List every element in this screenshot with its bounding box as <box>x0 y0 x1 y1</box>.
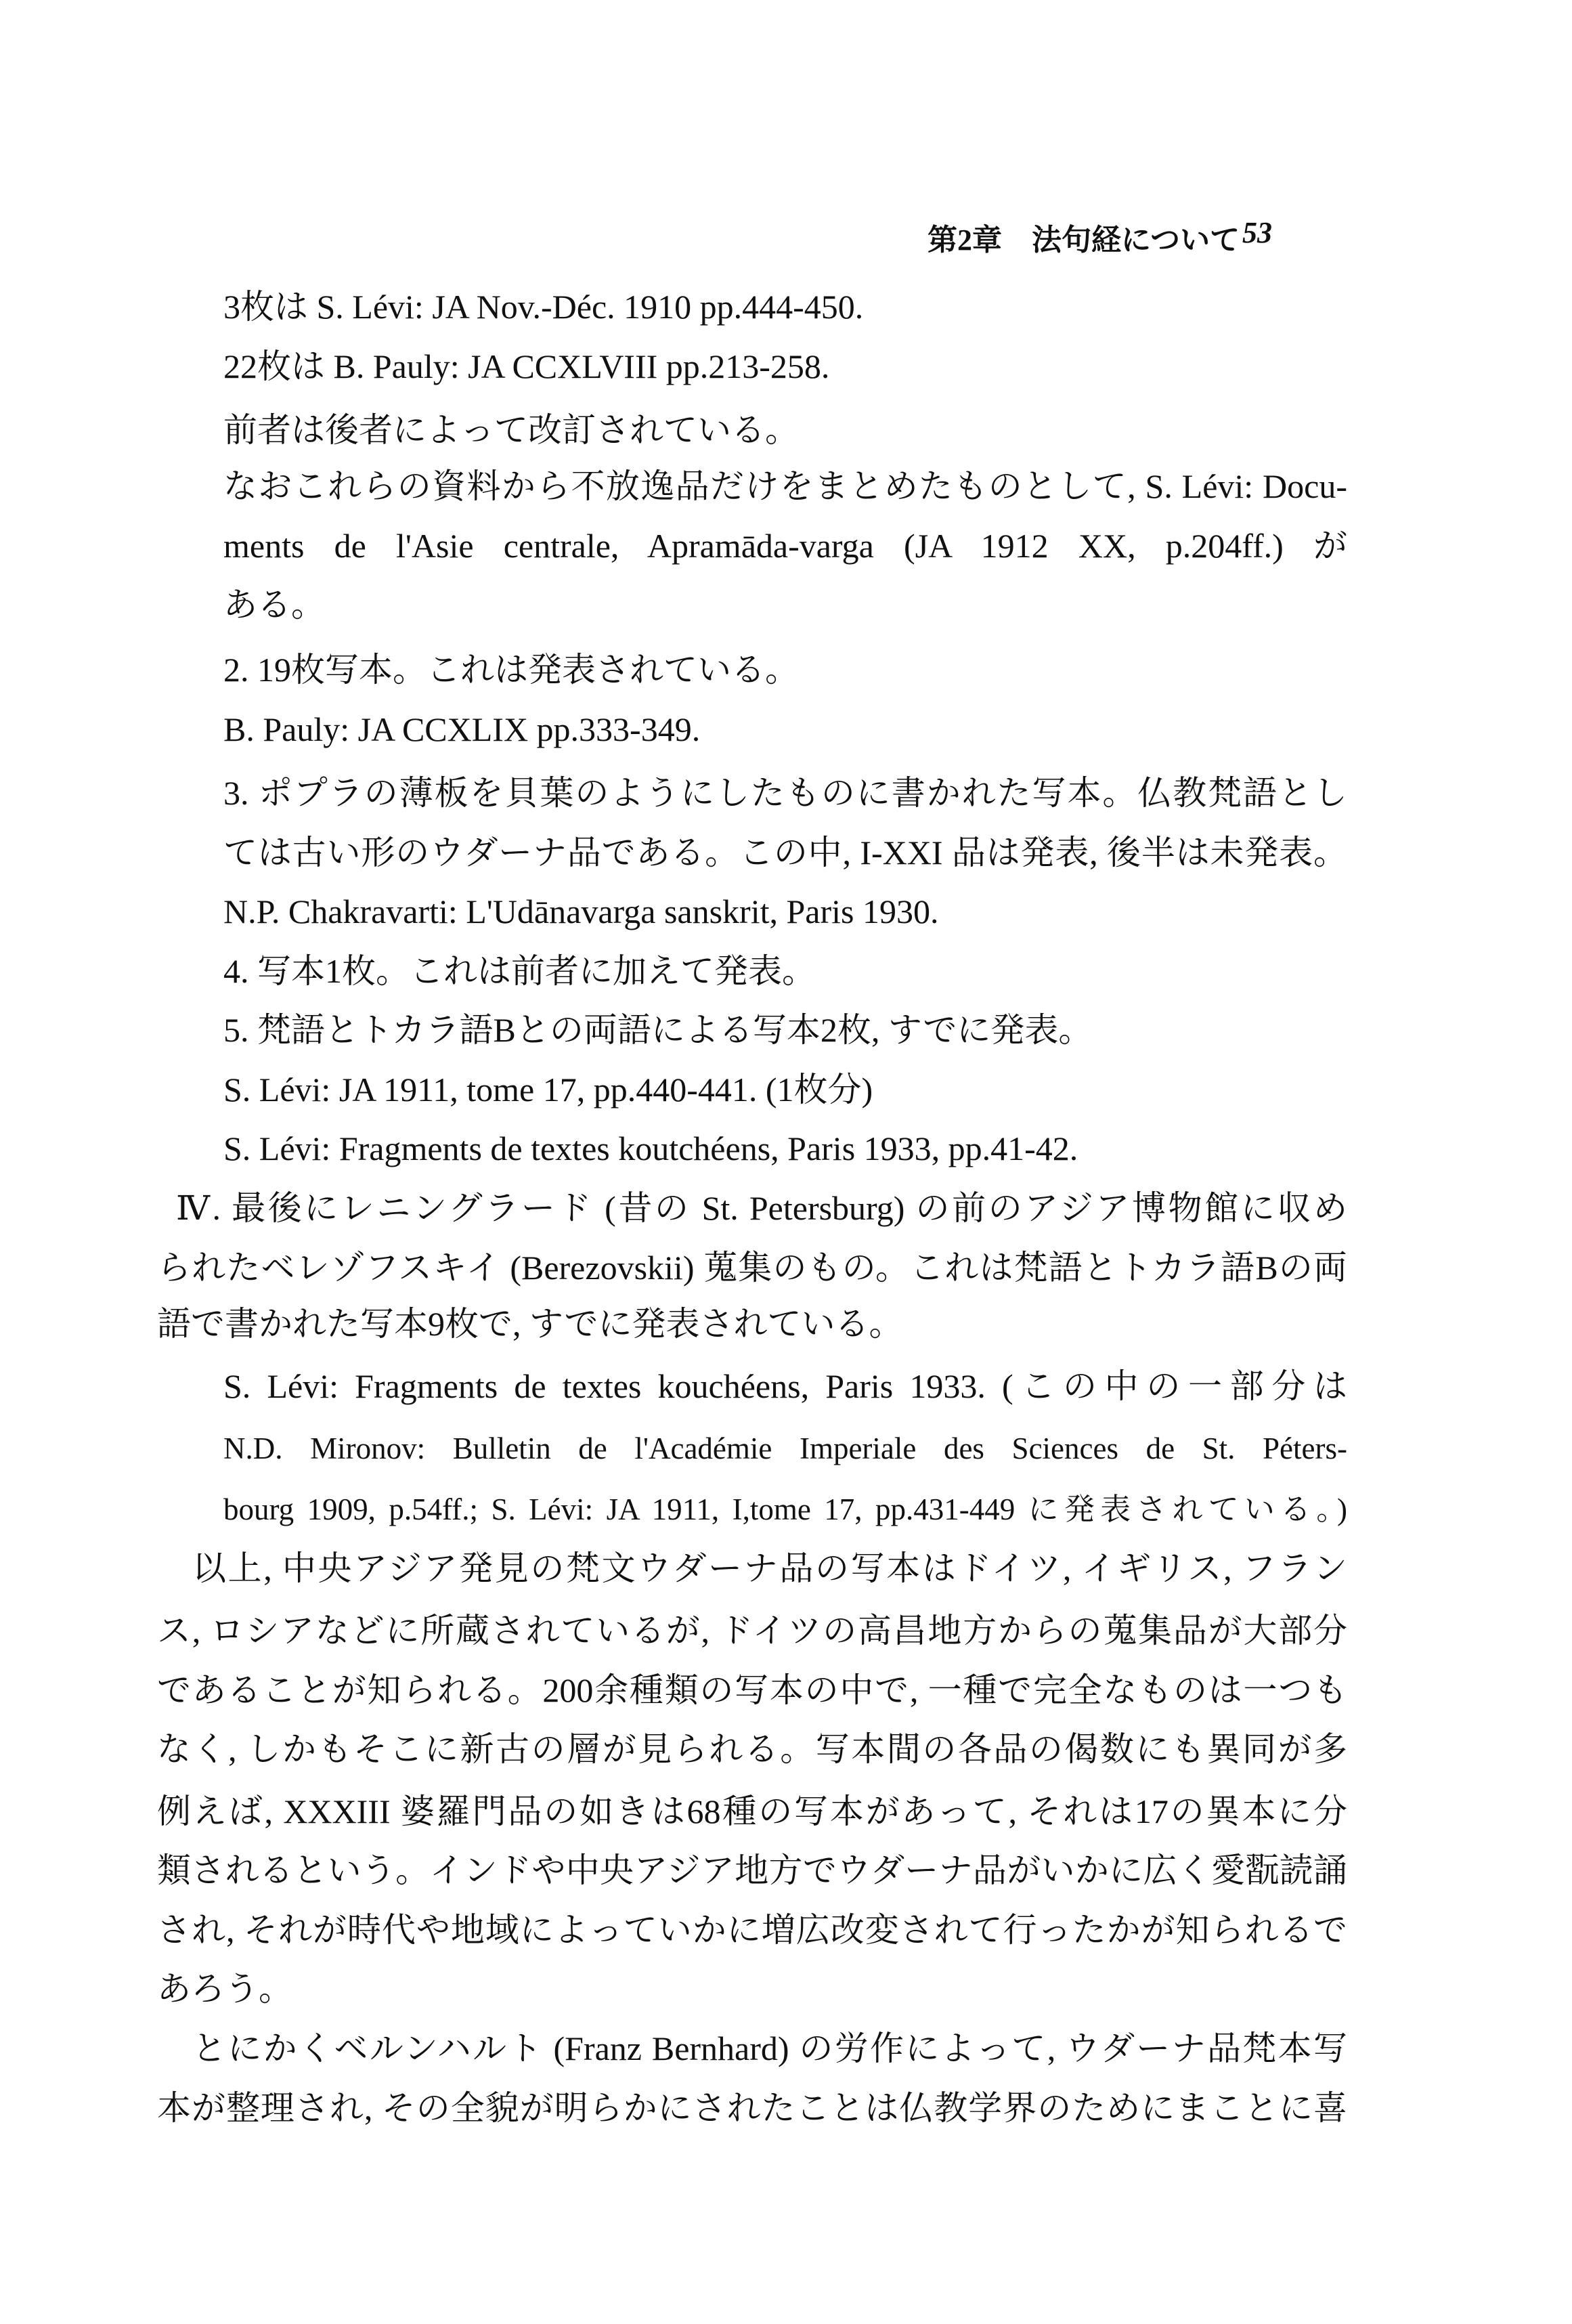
running-title: 第2章 法句経について <box>927 223 1240 257</box>
text-line: なく, しかもそこに新古の層が見られる。写本間の各品の偈数にも異同が多 <box>157 1730 1347 1768</box>
text-line: 類されるという。インドや中央アジア地方でウダーナ品がいかに広く愛翫読誦 <box>157 1851 1347 1889</box>
text-line: N.P. Chakravarti: L'Udānavarga sanskrit, Paris 1930. <box>223 892 939 930</box>
text-line: 前者は後者によって改訂されている。 <box>223 411 799 449</box>
text-line: 4. 写本1枚。これは前者に加えて発表。 <box>223 952 816 990</box>
text-line: 語で書かれた写本9枚で, すでに発表されている。 <box>157 1305 903 1343</box>
text-line: 3枚は S. Lévi: JA Nov.-Déc. 1910 pp.444-450. <box>223 288 864 326</box>
text-line: 5. 梵語とトカラ語Bとの両語による写本2枚, すでに発表。 <box>223 1011 1093 1049</box>
text-line: であることが知られる。200余種類の写本の中で, 一種で完全なものは一つも <box>157 1671 1347 1709</box>
text-line: 3. ポプラの薄板を貝葉のようにしたものに書かれた写本。仏教梵語とし <box>223 774 1347 812</box>
text-line: とにかくベルンハルト (Franz Bernhard) の労作によって, ウダーナ品梵本写 <box>192 2029 1347 2067</box>
text-line: N.D. Mironov: Bulletin de l'Académie Imperiale des Sciences de St. Péters- <box>223 1432 1347 1465</box>
text-line: ments de l'Asie centrale, Apramāda-varga (JA 1912 XX, p.204ff.) が <box>223 527 1347 565</box>
text-line: ては古い形のウダーナ品である。この中, I-XXI 品は発表, 後半は未発表。 <box>223 834 1347 872</box>
text-line: B. Pauly: JA CCXLIX pp.333-349. <box>223 710 701 748</box>
text-line: bourg 1909, p.54ff.; S. Lévi: JA 1911, I,tome 17, pp.431-449 に発表されている。) <box>223 1492 1347 1526</box>
text-line: 2. 19枚写本。これは発表されている。 <box>223 651 799 689</box>
text-line: ある。 <box>223 586 325 624</box>
text-line: S. Lévi: Fragments de textes kouchéens, Paris 1933. (この中の一部分は <box>223 1367 1347 1405</box>
text-line: S. Lévi: Fragments de textes koutchéens, Paris 1933, pp.41-42. <box>223 1129 1078 1167</box>
text-line: 22枚は B. Pauly: JA CCXLVIII pp.213-258. <box>223 347 830 385</box>
text-line: Ⅳ. 最後にレニングラード (昔の St. Petersburg) の前のアジア博物館に収め <box>176 1189 1347 1227</box>
page-number: 53 <box>1242 216 1272 249</box>
text-line: 例えば, XXXIII 婆羅門品の如きは68種の写本があって, それは17の異本に分 <box>157 1792 1347 1830</box>
running-header <box>927 215 1272 259</box>
text-line: なおこれらの資料から不放逸品だけをまとめたものとして, S. Lévi: Docu- <box>223 467 1347 505</box>
text-line: 本が整理され, その全貌が明らかにされたことは仏教学界のためにまことに喜 <box>157 2089 1347 2127</box>
text-line: され, それが時代や地域によっていかに増広改変されて行ったかが知られるで <box>157 1911 1347 1949</box>
text-line: S. Lévi: JA 1911, tome 17, pp.440-441. (1枚分) <box>223 1071 873 1109</box>
text-line: 以上, 中央アジア発見の梵文ウダーナ品の写本はドイツ, イギリス, フラン <box>192 1549 1347 1587</box>
text-line: あろう。 <box>157 1970 292 2008</box>
text-line: ス, ロシアなどに所蔵されているが, ドイツの高昌地方からの蒐集品が大部分 <box>157 1612 1347 1650</box>
text-line: られたベレゾフスキイ (Berezovskii) 蒐集のもの。これは梵語とトカラ語Bの両 <box>157 1249 1347 1287</box>
